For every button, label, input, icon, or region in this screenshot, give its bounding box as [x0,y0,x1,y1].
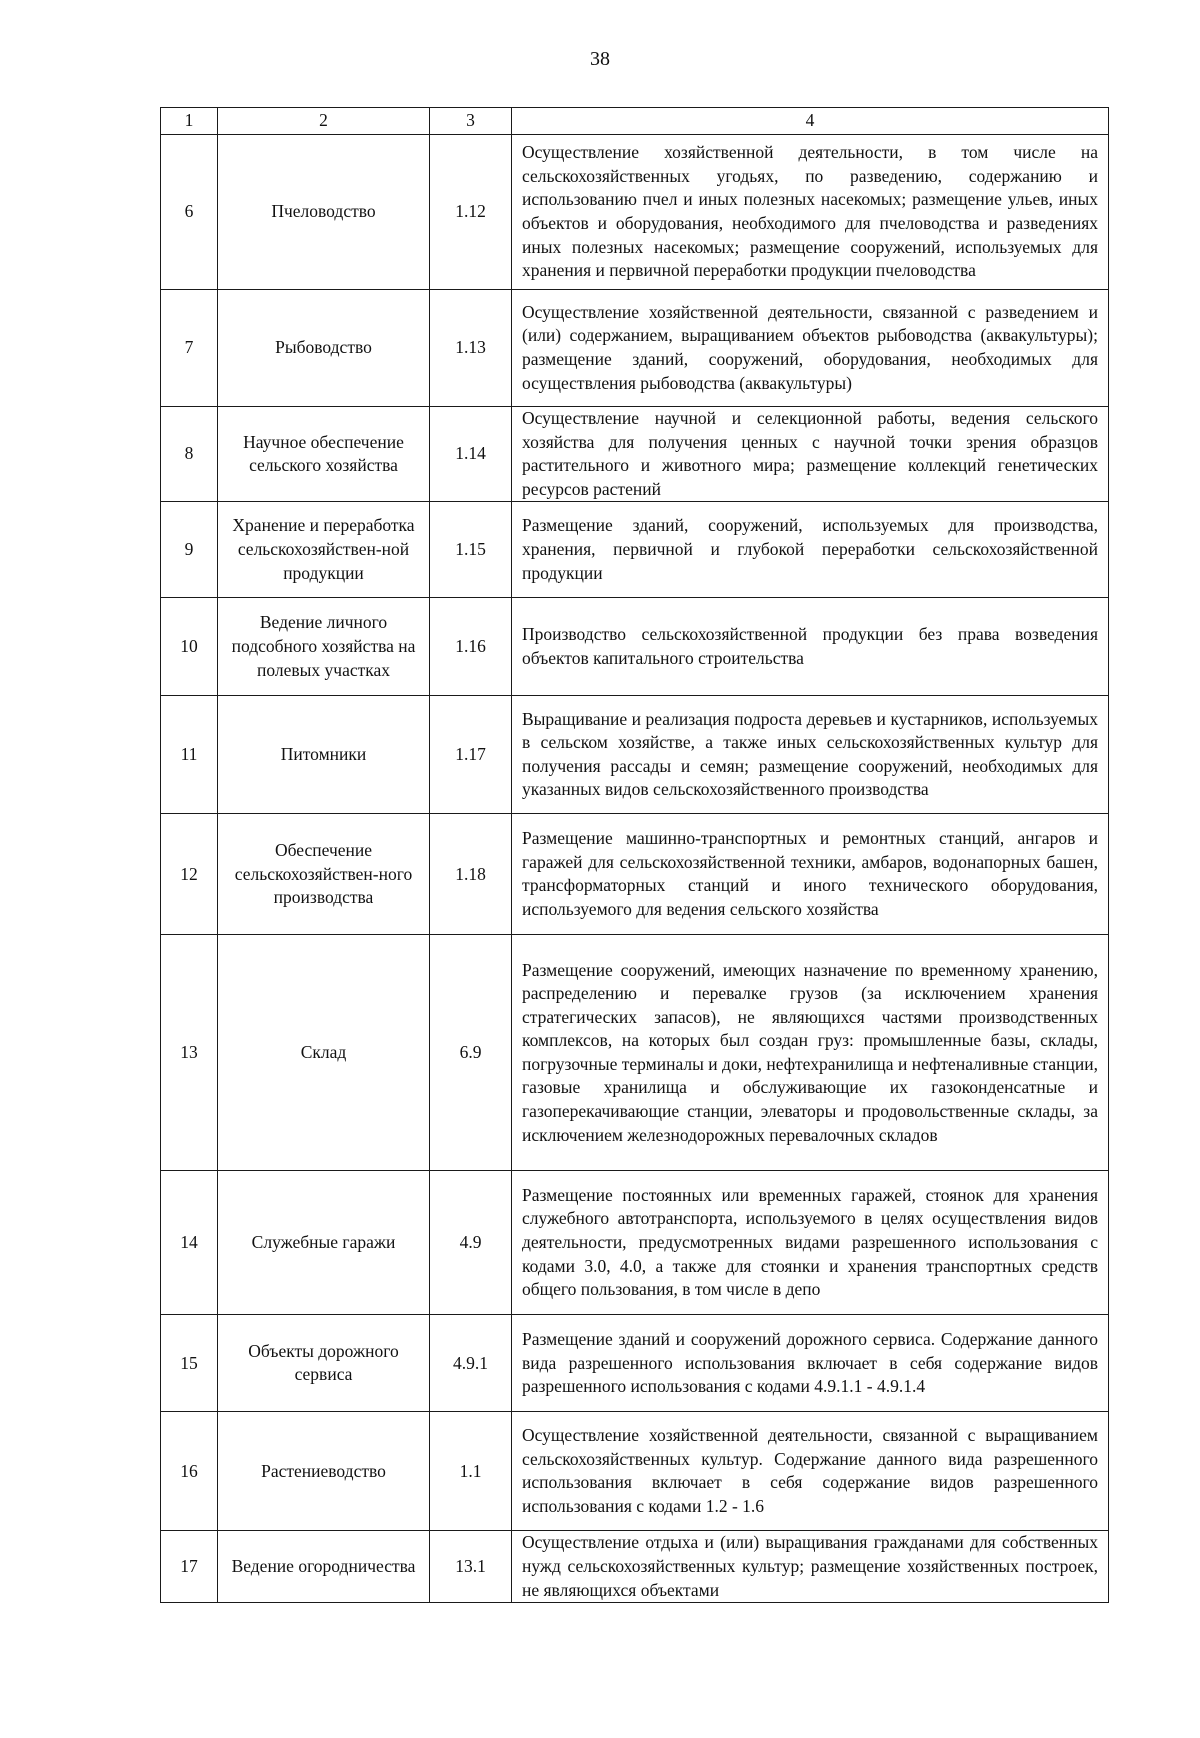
row-number: 17 [161,1531,218,1603]
use-type-name: Научное обеспечение сельского хозяйства [218,407,430,502]
table-row [161,290,1109,407]
use-type-description: Осуществление научной и селекционной работы, ведения сельского хозяйства для получения ценных с научной точки зрения образцов растительного и животного мира; размещение коллекций генетических ресурсов растений [512,407,1109,502]
use-type-code: 4.9 [430,1171,512,1315]
table-row [161,814,1109,935]
table-row [161,1315,1109,1412]
use-type-name: Ведение огородничества [218,1531,430,1603]
use-type-name: Объекты дорожного сервиса [218,1315,430,1412]
column-number-row [161,108,1109,135]
use-type-description: Размещение зданий и сооружений дорожного сервиса. Содержание данного вида разрешенного использования включает в себя содержание видов разрешенного использования с кодами 4.9.1.1 - 4.9.1.4 [512,1315,1109,1412]
table-row [161,1531,1109,1603]
column-number-2: 2 [218,108,430,135]
use-type-code: 6.9 [430,935,512,1171]
column-number-4: 4 [512,108,1109,135]
use-type-description: Осуществление хозяйственной деятельности, связанной с разведением и (или) содержанием, выращиванием объектов рыбоводства (аквакультуры); размещение зданий, сооружений, оборудования, необходимых для осуществления рыбоводства (аквакультуры) [512,290,1109,407]
use-type-code: 1.13 [430,290,512,407]
table-row [161,135,1109,290]
row-number: 13 [161,935,218,1171]
column-number-1: 1 [161,108,218,135]
use-type-name: Ведение личного подсобного хозяйства на полевых участках [218,598,430,696]
use-type-description: Осуществление хозяйственной деятельности, в том числе на сельскохозяйственных угодьях, по разведению, содержанию и использованию пчел и иных полезных насекомых; размещение ульев, иных объектов и оборудования, необходимого для пчеловодства и разведениях иных полезных насекомых; размещение сооружений, используемых для хранения и первичной переработки продукции пчеловодства [512,135,1109,290]
use-type-code: 1.12 [430,135,512,290]
table-row [161,502,1109,598]
use-type-code: 1.17 [430,696,512,814]
use-type-description: Осуществление хозяйственной деятельности, связанной с выращиванием сельскохозяйственных культур. Содержание данного вида разрешенного использования включает в себя содержание видов разрешенного использования с кодами 1.2 - 1.6 [512,1412,1109,1531]
use-type-code: 1.16 [430,598,512,696]
table-row [161,935,1109,1171]
use-type-code: 1.15 [430,502,512,598]
row-number: 14 [161,1171,218,1315]
row-number: 6 [161,135,218,290]
row-number: 8 [161,407,218,502]
row-number: 10 [161,598,218,696]
row-number: 11 [161,696,218,814]
use-type-name: Питомники [218,696,430,814]
row-number: 15 [161,1315,218,1412]
use-type-code: 13.1 [430,1531,512,1603]
use-type-name: Обеспечение сельскохозяйствен-ного производства [218,814,430,935]
table-row [161,1412,1109,1531]
use-type-name: Склад [218,935,430,1171]
table-row [161,696,1109,814]
use-type-name: Служебные гаражи [218,1171,430,1315]
use-type-code: 1.1 [430,1412,512,1531]
use-type-description: Осуществление отдыха и (или) выращивания гражданами для собственных нужд сельскохозяйственных культур; размещение хозяйственных построек, не являющихся объектами [512,1531,1109,1603]
use-type-name: Хранение и переработка сельскохозяйствен-ной продукции [218,502,430,598]
use-type-code: 1.14 [430,407,512,502]
row-number: 16 [161,1412,218,1531]
use-type-name: Растениеводство [218,1412,430,1531]
page-number: 38 [590,48,610,70]
use-type-description: Размещение зданий, сооружений, используемых для производства, хранения, первичной и глубокой переработки сельскохозяйственной продукции [512,502,1109,598]
use-type-description: Выращивание и реализация подроста деревьев и кустарников, используемых в сельском хозяйстве, а также иных сельскохозяйственных культур для получения рассады и семян; размещение сооружений, необходимых для указанных видов сельскохозяйственного производства [512,696,1109,814]
use-type-code: 4.9.1 [430,1315,512,1412]
land-use-table [160,107,1109,1603]
use-type-name: Рыбоводство [218,290,430,407]
use-type-name: Пчеловодство [218,135,430,290]
table-row [161,407,1109,502]
row-number: 7 [161,290,218,407]
use-type-description: Размещение сооружений, имеющих назначение по временному хранению, распределению и перевалке грузов (за исключением хранения стратегических запасов), не являющихся частями производственных комплексов, на которых был создан груз: промышленные базы, склады, погрузочные терминалы и доки, нефтехранилища и нефтеналивные станции, газовые хранилища и обслуживающие их газоконденсатные и газоперекачивающие станции, элеваторы и продовольственные склады, за исключением железнодорожных перевалочных складов [512,935,1109,1171]
column-number-3: 3 [430,108,512,135]
row-number: 9 [161,502,218,598]
use-type-description: Размещение постоянных или временных гаражей, стоянок для хранения служебного автотранспорта, используемого в целях осуществления видов деятельности, предусмотренных видами разрешенного использования с кодами 3.0, 4.0, а также для стоянки и хранения транспортных средств общего пользования, в том числе в депо [512,1171,1109,1315]
use-type-description: Размещение машинно-транспортных и ремонтных станций, ангаров и гаражей для сельскохозяйственной техники, амбаров, водонапорных башен, трансформаторных станций и иного технического оборудования, используемого для ведения сельского хозяйства [512,814,1109,935]
table-row [161,1171,1109,1315]
row-number: 12 [161,814,218,935]
table-row [161,598,1109,696]
use-type-code: 1.18 [430,814,512,935]
use-type-description: Производство сельскохозяйственной продукции без права возведения объектов капитального строительства [512,598,1109,696]
